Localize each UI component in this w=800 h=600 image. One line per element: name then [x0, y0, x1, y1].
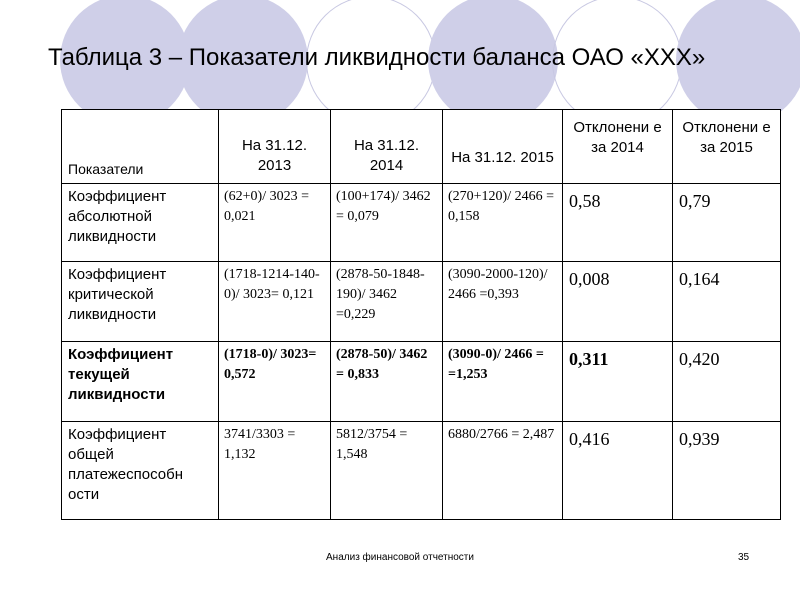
value-2013-cell: (1718-1214-140-0)/ 3023= 0,121: [219, 262, 331, 342]
table-row: [62, 262, 781, 342]
table-row: [62, 184, 781, 262]
deviation-2014-cell: 0,416: [563, 422, 673, 520]
value-2015-cell: (270+120)/ 2466 = 0,158: [443, 184, 563, 262]
value-2015-cell: 6880/2766 = 2,487: [443, 422, 563, 520]
value-2013-cell: (62+0)/ 3023 = 0,021: [219, 184, 331, 262]
footer-text: Анализ финансовой отчетности: [326, 552, 474, 563]
deviation-2014-cell: 0,58: [563, 184, 673, 262]
table-row: [62, 422, 781, 520]
deviation-2014-cell: 0,311: [563, 342, 673, 422]
table-header-row: [62, 110, 781, 184]
deviation-2014-cell: 0,008: [563, 262, 673, 342]
value-2014-cell: 5812/3754 = 1,548: [331, 422, 443, 520]
page-number: 35: [738, 552, 750, 563]
header-2015: На 31.12. 2015: [443, 110, 563, 184]
deviation-2015-cell: 0,164: [673, 262, 781, 342]
liquidity-table: [61, 109, 781, 520]
indicator-cell: Коэффициент абсолютной ликвидности: [62, 184, 219, 262]
header-indicator: Показатели: [62, 110, 219, 184]
value-2014-cell: (2878-50-1848-190)/ 3462 =0,229: [331, 262, 443, 342]
slide-title: Таблица 3 – Показатели ликвидности баланса ОАО «ХХХ»: [48, 44, 706, 71]
value-2013-cell: (1718-0)/ 3023= 0,572: [219, 342, 331, 422]
deviation-2015-cell: 0,79: [673, 184, 781, 262]
value-2013-cell: 3741/3303 = 1,132: [219, 422, 331, 520]
value-2015-cell: (3090-0)/ 2466 = =1,253: [443, 342, 563, 422]
header-2014: На 31.12. 2014: [331, 110, 443, 184]
indicator-cell: Коэффициент текущей ликвидности: [62, 342, 219, 422]
value-2014-cell: (100+174)/ 3462 = 0,079: [331, 184, 443, 262]
indicator-cell: Коэффициент критической ликвидности: [62, 262, 219, 342]
deviation-2015-cell: 0,939: [673, 422, 781, 520]
header-2013: На 31.12. 2013: [219, 110, 331, 184]
deviation-2015-cell: 0,420: [673, 342, 781, 422]
header-deviation-2014: Отклонени е за 2014: [563, 110, 673, 184]
indicator-cell: Коэффициент общей платежеспособн ости: [62, 422, 219, 520]
value-2014-cell: (2878-50)/ 3462 = 0,833: [331, 342, 443, 422]
header-deviation-2015: Отклонени е за 2015: [673, 110, 781, 184]
table-row: [62, 342, 781, 422]
value-2015-cell: (3090-2000-120)/ 2466 =0,393: [443, 262, 563, 342]
